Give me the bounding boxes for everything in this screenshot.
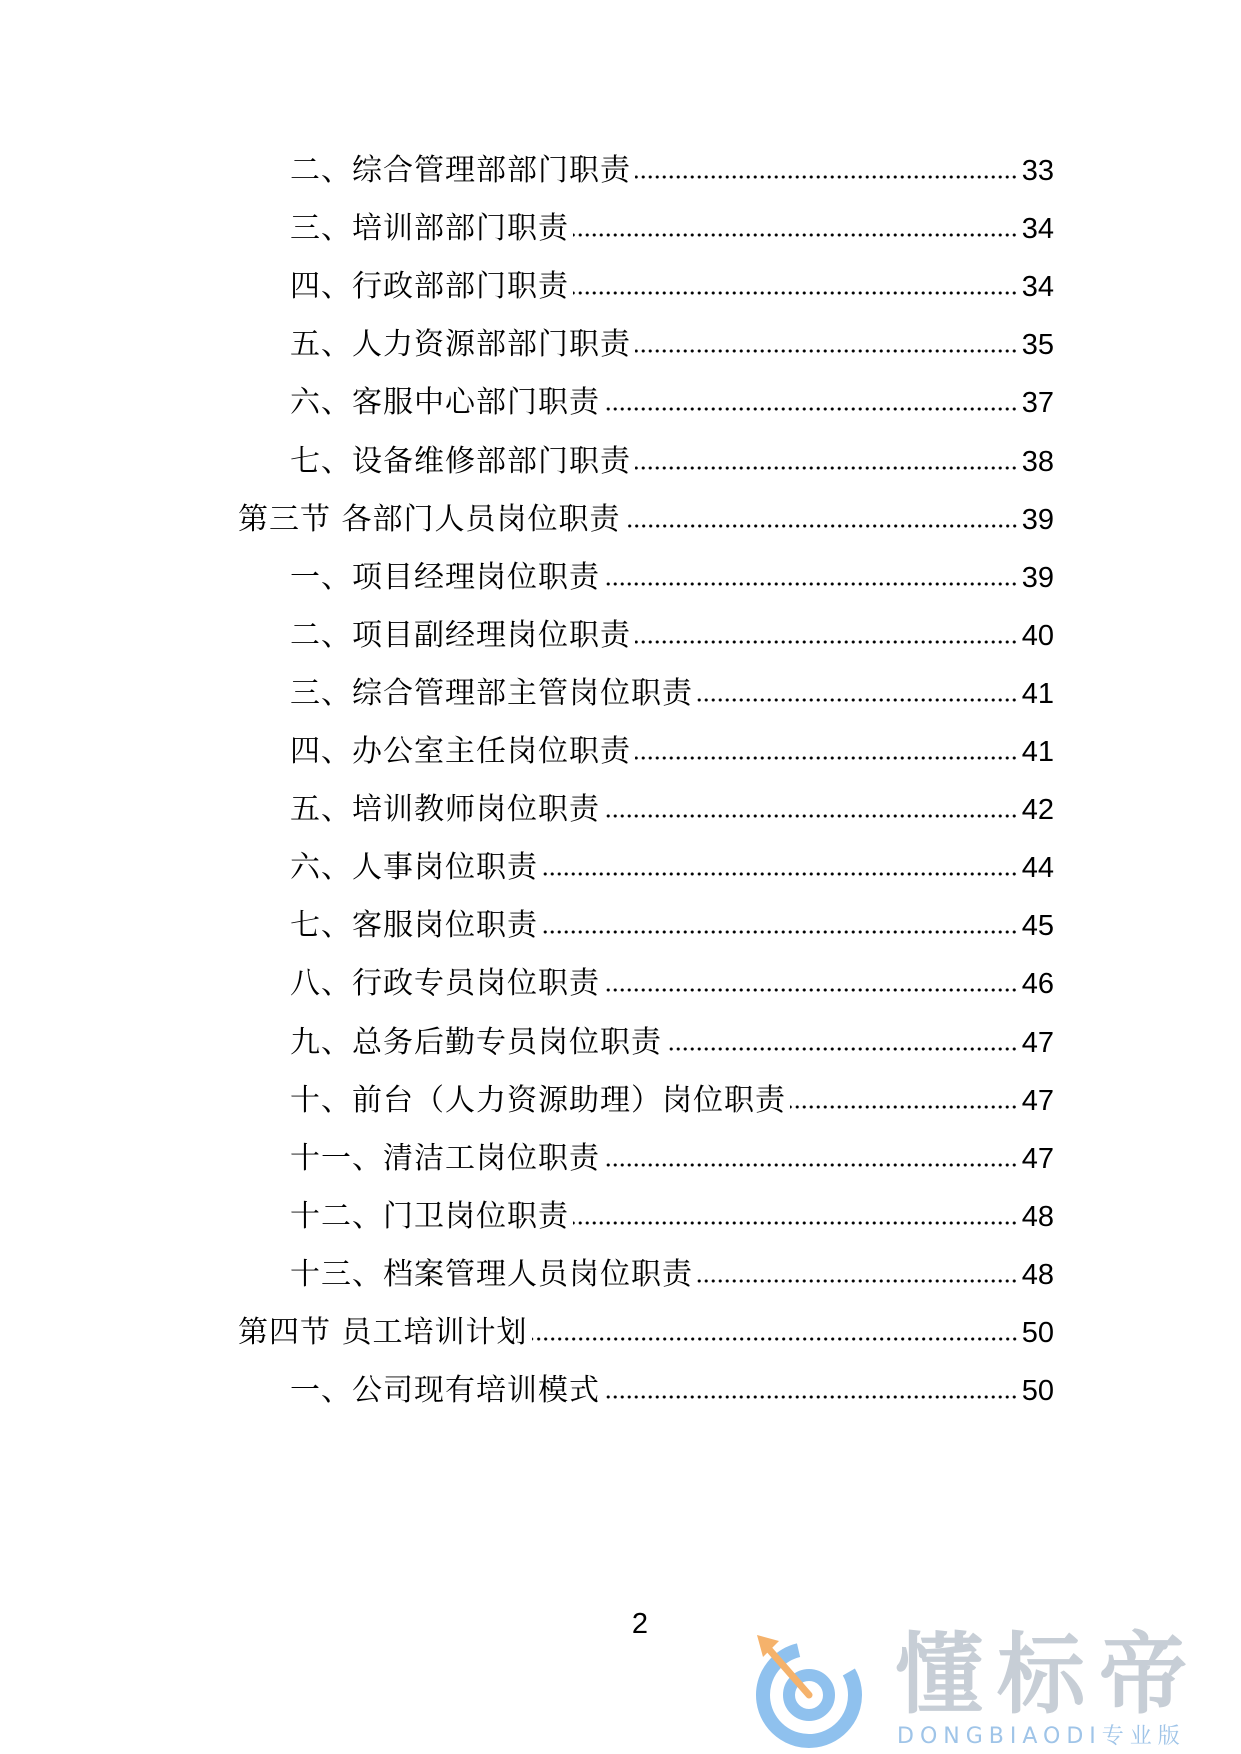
toc-entry[interactable] [290,964,1054,1004]
toc-entry-page: 47 [1021,1027,1054,1059]
toc-entry-page: 47 [1021,1143,1054,1175]
toc-entry[interactable] [290,1139,1054,1179]
toc-entry-page: 45 [1021,910,1054,942]
toc-entry-page: 40 [1021,620,1054,652]
toc-entry[interactable] [290,906,1054,946]
target-arrow-icon [745,1625,870,1750]
toc-entry-page: 37 [1021,387,1054,419]
toc-dot-leader [635,172,1018,182]
toc-entry-title: 二、项目副经理岗位职责 [290,618,631,653]
toc-dot-leader [697,695,1018,705]
toc-entry-page: 39 [1021,562,1054,594]
toc-entry-title: 九、总务后勤专员岗位职责 [290,1025,662,1060]
toc-entry-page: 48 [1021,1259,1054,1291]
toc-dot-leader [625,521,1018,531]
toc-entry[interactable] [290,616,1054,656]
toc-entry-title: 十、前台（人力资源助理）岗位职责 [290,1083,786,1118]
toc-entry[interactable] [290,1023,1054,1063]
toc-entry-title: 六、人事岗位职责 [290,850,538,885]
toc-dot-leader [604,1392,1018,1402]
toc-entry[interactable] [238,500,1054,540]
toc-dot-leader [542,869,1018,879]
toc-dot-leader [635,463,1018,473]
toc-entry[interactable] [290,209,1054,249]
toc-entry-page: 47 [1021,1085,1054,1117]
toc-entry[interactable] [290,442,1054,482]
toc-entry-page: 50 [1021,1375,1054,1407]
toc-dot-leader [790,1102,1018,1112]
toc-entry-page: 35 [1021,329,1054,361]
toc-entry[interactable] [290,383,1054,423]
toc-entry-title: 四、行政部部门职责 [290,269,569,304]
toc-entry[interactable] [290,325,1054,365]
toc-entry[interactable] [290,267,1054,307]
toc-entry[interactable] [290,558,1054,598]
toc-entry-title: 十三、档案管理人员岗位职责 [290,1257,693,1292]
toc-dot-leader [604,579,1018,589]
toc-dot-leader [635,346,1018,356]
toc-dot-leader [604,404,1018,414]
toc-entry-title: 十二、门卫岗位职责 [290,1199,569,1234]
watermark-subtitle: DONGBIAODI专业版 [897,1724,1186,1749]
toc-entry[interactable] [290,848,1054,888]
toc-entry-page: 41 [1021,736,1054,768]
page-number: 2 [631,1608,649,1640]
toc-entry-page: 46 [1021,968,1054,1000]
toc-entry-page: 34 [1021,213,1054,245]
toc-dot-leader [532,1334,1018,1344]
toc-entry[interactable] [290,1371,1054,1411]
toc-entry-title: 五、人力资源部部门职责 [290,327,631,362]
toc-entry[interactable] [290,1197,1054,1237]
toc-entry-page: 41 [1021,678,1054,710]
toc-entry-title: 七、客服岗位职责 [290,908,538,943]
toc-dot-leader [604,811,1018,821]
toc-entry[interactable] [290,732,1054,772]
toc-entry[interactable] [290,1081,1054,1121]
toc-dot-leader [573,1218,1018,1228]
toc-entry-title: 一、项目经理岗位职责 [290,560,600,595]
toc-entry-page: 33 [1021,155,1054,187]
toc-entry-title: 八、行政专员岗位职责 [290,966,600,1001]
toc-entry-page: 39 [1021,504,1054,536]
toc-entry-page: 50 [1021,1317,1054,1349]
toc-entry-title: 三、培训部部门职责 [290,211,569,246]
toc-dot-leader [635,637,1018,647]
toc-dot-leader [666,1044,1018,1054]
watermark [745,1625,1225,1750]
toc-dot-leader [604,985,1018,995]
toc-dot-leader [573,230,1018,240]
toc-entry-title: 第四节 员工培训计划 [238,1315,528,1350]
watermark-title: 懂标帝 [895,1623,1202,1726]
toc-dot-leader [573,288,1018,298]
toc-entry[interactable] [290,151,1054,191]
toc-dot-leader [604,1160,1018,1170]
toc-dot-leader [697,1276,1018,1286]
toc-dot-leader [542,927,1018,937]
toc-entry[interactable] [290,674,1054,714]
toc-entry-title: 五、培训教师岗位职责 [290,792,600,827]
toc-entry-page: 38 [1021,446,1054,478]
toc-entry-title: 十一、清洁工岗位职责 [290,1141,600,1176]
toc-entry-page: 42 [1021,794,1054,826]
toc-entry-title: 三、综合管理部主管岗位职责 [290,676,693,711]
toc-entry-page: 44 [1021,852,1054,884]
toc-entry-title: 七、设备维修部部门职责 [290,444,631,479]
toc-entry-title: 四、办公室主任岗位职责 [290,734,631,769]
toc-dot-leader [635,753,1018,763]
toc-entry-title: 二、综合管理部部门职责 [290,153,631,188]
toc-entry-title: 一、公司现有培训模式 [290,1373,600,1408]
toc-entry[interactable] [290,1255,1054,1295]
toc-entry-page: 48 [1021,1201,1054,1233]
toc-entry-page: 34 [1021,271,1054,303]
toc-entry[interactable] [290,790,1054,830]
toc-entry-title: 六、客服中心部门职责 [290,385,600,420]
toc-entry[interactable] [238,1313,1054,1353]
toc-entry-title: 第三节 各部门人员岗位职责 [238,502,621,537]
